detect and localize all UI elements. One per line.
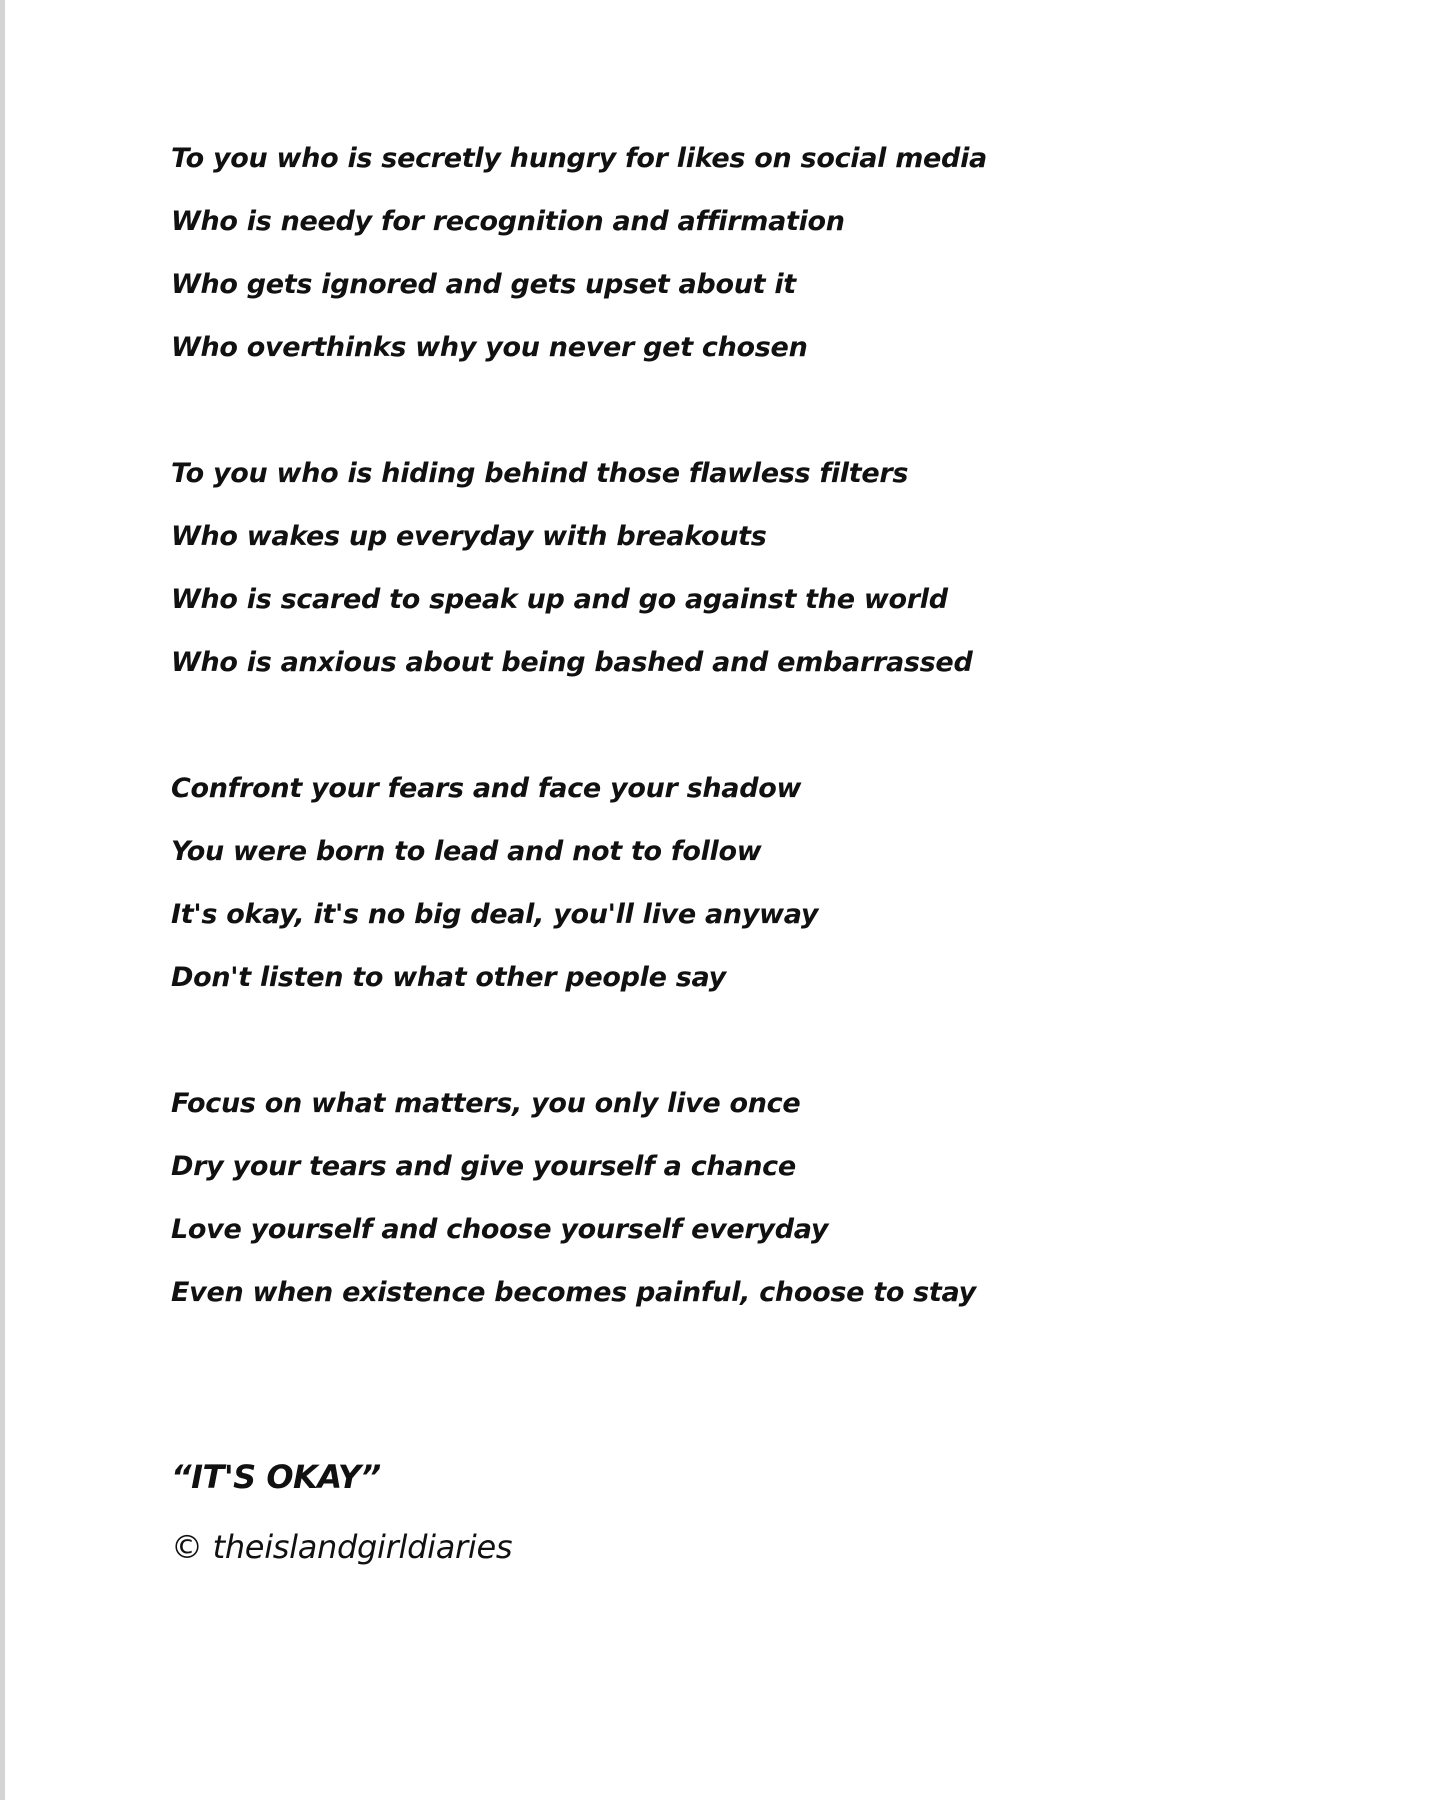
poem-line: Confront your fears and face your shadow xyxy=(171,773,802,804)
stanza-1 xyxy=(171,136,1291,388)
poem-line: Who overthinks why you never get chosen xyxy=(171,332,808,363)
poem-line: Don't listen to what other people say xyxy=(171,962,726,993)
stanza-2 xyxy=(171,451,1291,703)
poem-line: Focus on what matters, you only live once xyxy=(171,1088,801,1119)
page-edge-border xyxy=(0,0,5,1800)
poem-line: To you who is secretly hungry for likes on social media xyxy=(171,143,987,174)
poem-line: Dry your tears and give yourself a chance xyxy=(171,1151,796,1182)
poem-line: Who wakes up everyday with breakouts xyxy=(171,521,767,552)
copyright-credit: © theislandgirldiaries xyxy=(171,1528,513,1566)
poem-line: You were born to lead and not to follow xyxy=(171,836,762,867)
stanza-4 xyxy=(171,1081,1291,1333)
poem-line: Even when existence becomes painful, choose to stay xyxy=(171,1277,976,1308)
poem-body xyxy=(171,136,1291,1396)
poem-line: Love yourself and choose yourself everyday xyxy=(171,1214,829,1245)
stanza-3 xyxy=(171,766,1291,1018)
poem-title: “IT'S OKAY” xyxy=(171,1458,381,1496)
poem-line: To you who is hiding behind those flawless filters xyxy=(171,458,909,489)
poem-line: Who is anxious about being bashed and embarrassed xyxy=(171,647,973,678)
signature-block xyxy=(171,1452,512,1572)
poem-line: Who is scared to speak up and go against the world xyxy=(171,584,948,615)
poem-line: It's okay, it's no big deal, you'll live anyway xyxy=(171,899,819,930)
poem-line: Who is needy for recognition and affirmation xyxy=(171,206,845,237)
poem-line: Who gets ignored and gets upset about it xyxy=(171,269,796,300)
